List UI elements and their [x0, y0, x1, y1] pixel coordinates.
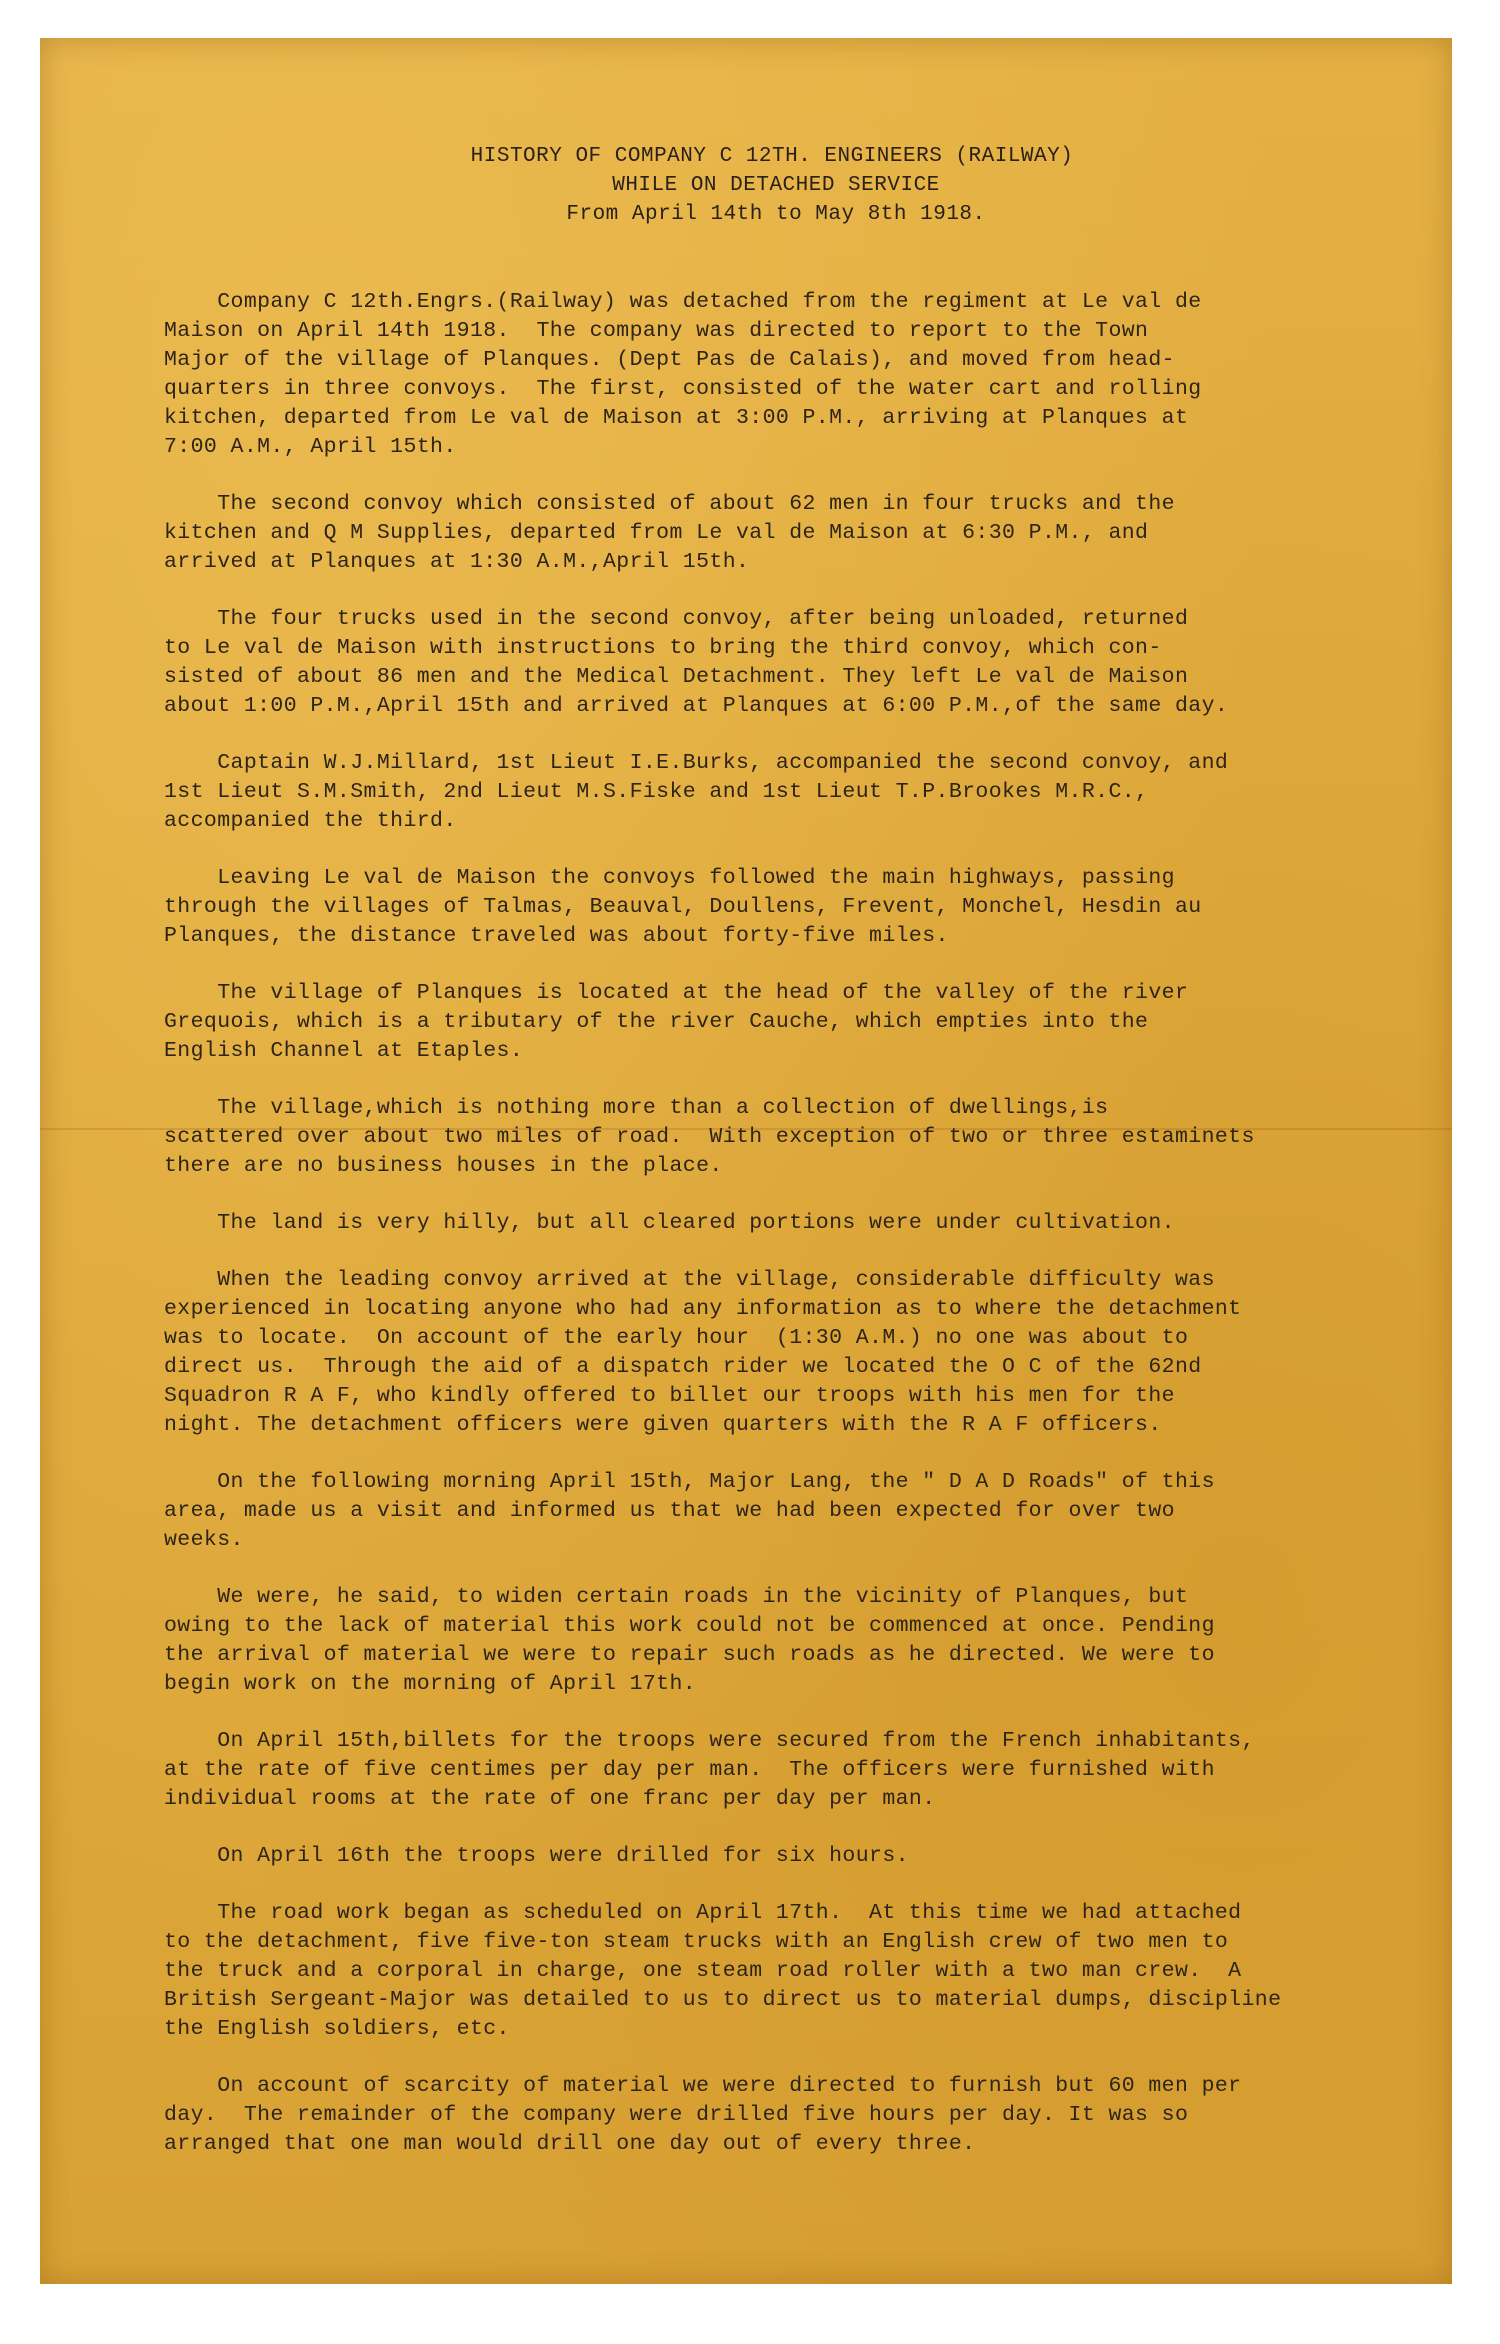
text-line: The land is very hilly, but all cleared portions were under cultivation.	[164, 1211, 1175, 1235]
heading-line-2: WHILE ON DETACHED SERVICE	[612, 174, 940, 197]
text-line: kitchen and Q M Supplies, departed from Le val de Maison at 6:30 P.M., and	[164, 521, 1149, 545]
paragraph	[164, 1899, 1414, 2044]
text-line: to Le val de Maison with instructions to bring the third convoy, which con-	[164, 636, 1162, 660]
text-line: 1st Lieut S.M.Smith, 2nd Lieut M.S.Fiske and 1st Lieut T.P.Brookes M.R.C.,	[164, 780, 1149, 804]
text-line: Leaving Le val de Maison the convoys followed the main highways, passing	[164, 866, 1175, 890]
heading-line-3: From April 14th to May 8th 1918.	[566, 203, 986, 226]
text-line: The village,which is nothing more than a collection of dwellings,is	[164, 1096, 1109, 1120]
paragraph	[164, 1266, 1414, 1440]
text-line: Squadron R A F, who kindly offered to billet our troops with his men for the	[164, 1384, 1175, 1408]
paragraph	[164, 2072, 1414, 2159]
text-line: experienced in locating anyone who had any information as to where the detachment	[164, 1297, 1242, 1321]
text-line: The four trucks used in the second convoy, after being unloaded, returned	[164, 607, 1189, 631]
document-heading	[40, 142, 1452, 229]
text-line: begin work on the morning of April 17th.	[164, 1672, 697, 1696]
paragraph	[164, 979, 1414, 1066]
paragraph	[164, 288, 1414, 462]
text-line: the arrival of material we were to repair such roads as he directed. We were to	[164, 1643, 1215, 1667]
text-line: direct us. Through the aid of a dispatch rider we located the O C of the 62nd	[164, 1355, 1202, 1379]
text-line: Planques, the distance traveled was about forty-five miles.	[164, 924, 949, 948]
text-line: English Channel at Etaples.	[164, 1039, 524, 1063]
text-line: to the detachment, five five-ton steam trucks with an English crew of two men to	[164, 1930, 1229, 1954]
text-line: Captain W.J.Millard, 1st Lieut I.E.Burks, accompanied the second convoy, and	[164, 751, 1229, 775]
paragraph	[164, 1209, 1414, 1238]
text-line: through the villages of Talmas, Beauval, Doullens, Frevent, Monchel, Hesdin au	[164, 895, 1202, 919]
text-line: scattered over about two miles of road. With exception of two or three estaminets	[164, 1125, 1255, 1149]
document-sheet	[40, 38, 1452, 2284]
paragraph	[164, 1727, 1414, 1814]
text-line: the English soldiers, etc.	[164, 2017, 510, 2041]
text-line: 7:00 A.M., April 15th.	[164, 435, 457, 459]
text-line: individual rooms at the rate of one franc per day per man.	[164, 1787, 936, 1811]
text-line: the truck and a corporal in charge, one steam road roller with a two man crew. A	[164, 1959, 1242, 1983]
text-line: We were, he said, to widen certain roads in the vicinity of Planques, but	[164, 1585, 1189, 1609]
text-line: On the following morning April 15th, Major Lang, the " D A D Roads" of this	[164, 1470, 1215, 1494]
text-line: arrived at Planques at 1:30 A.M.,April 15th.	[164, 550, 750, 574]
text-line: Company C 12th.Engrs.(Railway) was detached from the regiment at Le val de	[164, 290, 1202, 314]
text-line: day. The remainder of the company were drilled five hours per day. It was so	[164, 2103, 1189, 2127]
document-body	[164, 288, 1414, 2187]
text-line: accompanied the third.	[164, 809, 457, 833]
paragraph	[164, 1583, 1414, 1699]
text-line: On account of scarcity of material we were directed to furnish but 60 men per	[164, 2074, 1242, 2098]
paragraph	[164, 490, 1414, 577]
text-line: about 1:00 P.M.,April 15th and arrived at Planques at 6:00 P.M.,of the same day.	[164, 694, 1229, 718]
text-line: The village of Planques is located at the head of the valley of the river	[164, 981, 1189, 1005]
text-line: On April 16th the troops were drilled for six hours.	[164, 1844, 909, 1868]
text-line: British Sergeant-Major was detailed to us to direct us to material dumps, discipline	[164, 1988, 1282, 2012]
text-line: there are no business houses in the place.	[164, 1154, 723, 1178]
paragraph	[164, 749, 1414, 836]
text-line: was to locate. On account of the early hour (1:30 A.M.) no one was about to	[164, 1326, 1189, 1350]
text-line: night. The detachment officers were given quarters with the R A F officers.	[164, 1413, 1162, 1437]
text-line: area, made us a visit and informed us that we had been expected for over two	[164, 1499, 1175, 1523]
text-line: kitchen, departed from Le val de Maison at 3:00 P.M., arriving at Planques at	[164, 406, 1189, 430]
paragraph	[164, 864, 1414, 951]
text-line: On April 15th,billets for the troops were secured from the French inhabitants,	[164, 1729, 1255, 1753]
text-line: owing to the lack of material this work could not be commenced at once. Pending	[164, 1614, 1215, 1638]
text-line: Maison on April 14th 1918. The company was directed to report to the Town	[164, 319, 1149, 343]
text-line: at the rate of five centimes per day per man. The officers were furnished with	[164, 1758, 1215, 1782]
paragraph	[164, 605, 1414, 721]
heading-line-1: HISTORY OF COMPANY C 12TH. ENGINEERS (RAILWAY)	[470, 145, 1074, 168]
text-line: Major of the village of Planques. (Dept Pas de Calais), and moved from head-	[164, 348, 1175, 372]
text-line: The road work began as scheduled on April 17th. At this time we had attached	[164, 1901, 1242, 1925]
paragraph	[164, 1094, 1414, 1181]
text-line: weeks.	[164, 1528, 244, 1552]
text-line: arranged that one man would drill one day out of every three.	[164, 2132, 976, 2156]
text-line: When the leading convoy arrived at the village, considerable difficulty was	[164, 1268, 1215, 1292]
text-line: Grequois, which is a tributary of the river Cauche, which empties into the	[164, 1010, 1149, 1034]
text-line: sisted of about 86 men and the Medical Detachment. They left Le val de Maison	[164, 665, 1189, 689]
text-line: The second convoy which consisted of about 62 men in four trucks and the	[164, 492, 1175, 516]
text-line: quarters in three convoys. The first, consisted of the water cart and rolling	[164, 377, 1202, 401]
paragraph	[164, 1468, 1414, 1555]
paragraph	[164, 1842, 1414, 1871]
